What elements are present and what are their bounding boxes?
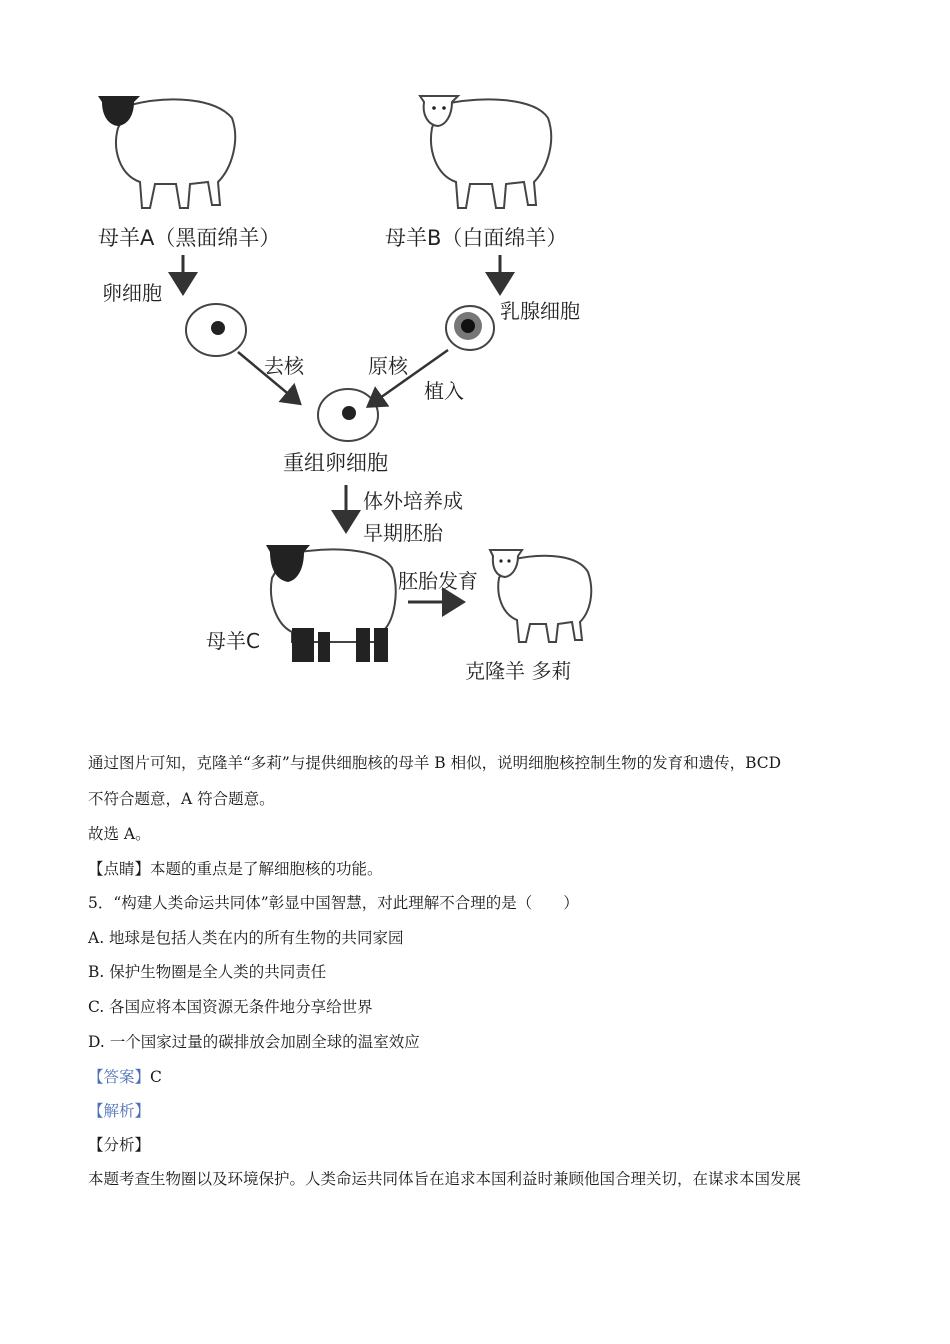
- sheep-c-label: 母羊C: [206, 629, 260, 653]
- culture-label-2: 早期胚胎: [363, 521, 443, 545]
- cloning-diagram: [80, 80, 640, 700]
- sheep-b-icon: [420, 96, 551, 208]
- nucleus-label: 原核: [368, 354, 408, 378]
- sheep-b-label: 母羊B（白面绵羊）: [385, 226, 568, 250]
- sheep-c-icon: [266, 545, 396, 662]
- choice-line: 故选 A。: [88, 825, 151, 843]
- enucleate-label: 去核: [264, 354, 304, 378]
- answer-value: C: [150, 1068, 162, 1086]
- key-point-line: 【点睛】本题的重点是了解细胞核的功能。: [88, 860, 383, 878]
- option-c: C. 各国应将本国资源无条件地分享给世界: [88, 998, 373, 1016]
- mammary-cell-label: 乳腺细胞: [500, 299, 580, 323]
- egg-cell-icon: [186, 304, 246, 356]
- dolly-sheep-icon: [490, 550, 591, 642]
- sheep-a-label: 母羊A（黑面绵羊）: [98, 226, 281, 250]
- culture-label-1: 体外培养成: [363, 489, 463, 513]
- answer-line: [88, 1066, 868, 1088]
- recombined-cell-icon: [318, 389, 378, 441]
- question-5: 5．“构建人类命运共同体”彰显中国智慧，对此理解不合理的是（ ）: [88, 894, 579, 912]
- mammary-cell-icon: [446, 306, 494, 350]
- explanation-line-2: 不符合题意，A 符合题意。: [88, 790, 275, 808]
- recombined-label: 重组卵细胞: [283, 451, 388, 475]
- fenxi-label: 【分析】: [88, 1136, 151, 1154]
- explanation-line-1: 通过图片可知，克隆羊“多莉”与提供细胞核的母羊 B 相似，说明细胞核控制生物的发育和遗传，BCD: [88, 754, 782, 772]
- answer-label: 【答案】: [88, 1068, 151, 1086]
- option-b: B. 保护生物圈是全人类的共同责任: [88, 963, 327, 981]
- option-d: D. 一个国家过量的碳排放会加剧全球的温室效应: [88, 1033, 420, 1051]
- analysis-label: 【解析】: [88, 1102, 151, 1120]
- sheep-a-icon: [98, 96, 235, 208]
- implant-label: 植入: [424, 379, 464, 403]
- development-label: 胚胎发育: [398, 569, 478, 593]
- option-a: A. 地球是包括人类在内的所有生物的共同家园: [88, 929, 404, 947]
- analysis-text: 本题考查生物圈以及环境保护。人类命运共同体旨在追求本国利益时兼顾他国合理关切，在谋求本国发展: [88, 1170, 802, 1188]
- egg-cell-label: 卵细胞: [102, 281, 162, 305]
- dolly-label: 克隆羊 多莉: [465, 659, 572, 683]
